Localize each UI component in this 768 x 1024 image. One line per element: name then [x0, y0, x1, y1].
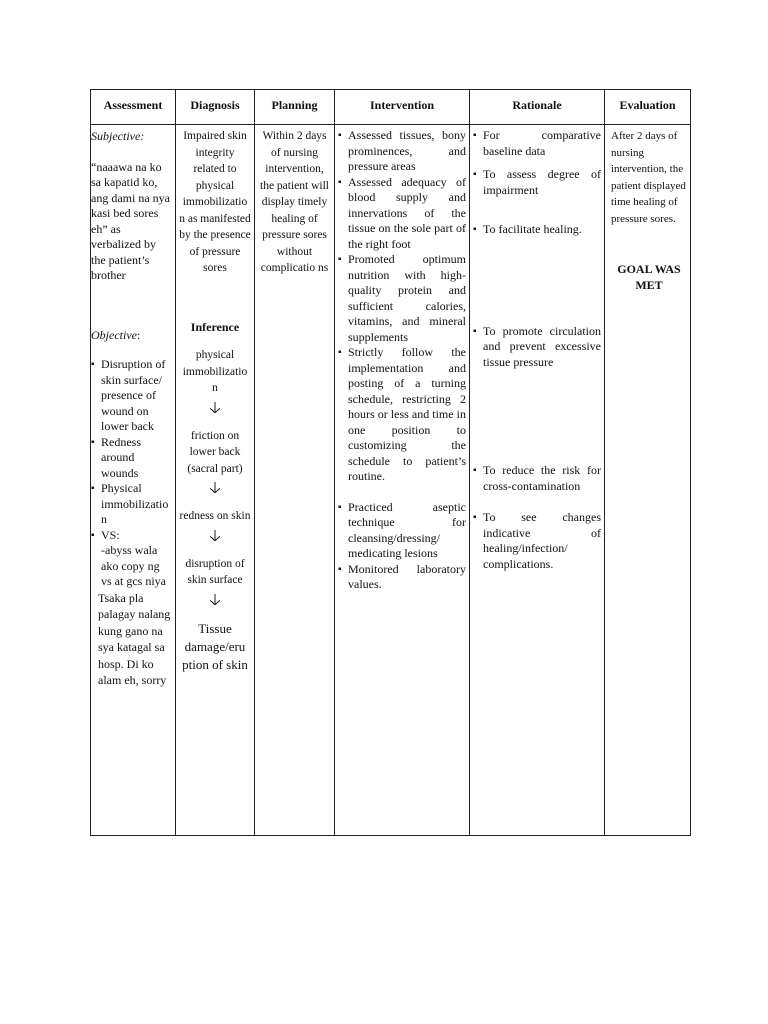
intervention-cell [335, 125, 470, 836]
extra-note: Tsaka pla palagay nalang kung gano na sya katagal sa hosp. Di ko alam eh, sorry [98, 590, 171, 687]
header-row [91, 90, 691, 125]
inference-step: Tissue damage/eru ption of skin [182, 620, 248, 672]
vs-note: -abyss wala ako copy ng vs at gcs niya [101, 543, 166, 588]
evaluation-text: After 2 days of nursing intervention, the patient displayed time healing of pressure sores. [611, 130, 686, 225]
down-arrow-icon: 🡣 [209, 591, 221, 609]
objective-item: ▪ Redness around wounds [91, 435, 172, 482]
rationale-item: ▪ To see changes indicative of healing/infection/ complications. [473, 510, 601, 572]
rationale-list [473, 128, 601, 572]
objective-list [91, 357, 172, 543]
down-arrow-icon: 🡣 [209, 527, 221, 545]
objective-item: ▪ Disruption of skin surface/ presence of wound on lower back [91, 357, 172, 435]
down-arrow-icon: 🡣 [209, 480, 221, 497]
planning-cell [255, 125, 335, 836]
header-planning: Planning [255, 90, 335, 125]
header-assessment: Assessment [91, 90, 176, 125]
rationale-item: ▪ To reduce the risk for cross-contamination [473, 463, 601, 494]
intervention-item: ▪ Practiced aseptic technique for cleansing/dressing/ medicating lesions [338, 500, 466, 562]
objective-item: ▪ VS: [91, 528, 172, 544]
header-diagnosis: Diagnosis [176, 90, 255, 125]
inference-label: Inference [190, 319, 240, 334]
diagnosis-text: Impaired skin integrity related to physical immobilizatio n as manifested by the presence of pressure sores [179, 130, 251, 274]
goal-status: GOAL WAS MET [617, 262, 681, 292]
intervention-item: ▪ Promoted optimum nutrition with high-quality protein and sufficient calories, vitamins, and mineral supplements [338, 252, 466, 345]
body-row [91, 125, 691, 836]
evaluation-cell [605, 125, 691, 836]
header-evaluation: Evaluation [605, 90, 691, 125]
objective-heading [91, 328, 172, 344]
header-rationale: Rationale [470, 90, 605, 125]
nursing-care-plan-table [90, 89, 691, 836]
objective-colon: : [136, 327, 141, 342]
assessment-cell [91, 125, 176, 836]
intervention-list [338, 128, 466, 593]
inference-step: physical immobilizatio n [182, 349, 248, 394]
planning-text: Within 2 days of nursing intervention, the patient will display timely healing of pressure sores without complicatio ns [260, 130, 329, 274]
intervention-item: ▪ Assessed adequacy of blood supply and innervations of the tissue on the sole part of the right foot [338, 175, 466, 253]
intervention-item: ▪ Strictly follow the implementation and posting of a turning schedule, restricting 2 hours or less and time in one position to customizing the schedule to patient’s routine. [338, 345, 466, 485]
rationale-item: ▪ To facilitate healing. [473, 222, 601, 238]
subjective-label: Subjective: [91, 129, 145, 143]
down-arrow-icon: 🡣 [209, 399, 221, 417]
diagnosis-cell [176, 125, 255, 836]
rationale-item: ▪ To assess degree of impairment [473, 167, 601, 198]
rationale-cell [470, 125, 605, 836]
intervention-item: ▪ Monitored laboratory values. [338, 562, 466, 593]
rationale-item: ▪ For comparative baseline data [473, 128, 601, 159]
inference-step: redness on skin [179, 510, 251, 522]
intervention-item: ▪ Assessed tissues, bony prominences, and pressure areas [338, 128, 466, 175]
objective-label: Objective [91, 327, 137, 342]
objective-item: ▪ Physical immobilizatio n [91, 481, 172, 528]
rationale-item: ▪ To promote circulation and prevent excessive tissue pressure [473, 324, 601, 371]
inference-step: friction on lower back (sacral part) [187, 429, 243, 475]
header-intervention: Intervention [335, 90, 470, 125]
subjective-text: “naaawa na ko sa kapatid ko, ang dami na nya kasi bed sores eh” as verbalized by the patient’s brother [91, 159, 170, 282]
inference-step: disruption of skin surface [185, 557, 245, 586]
